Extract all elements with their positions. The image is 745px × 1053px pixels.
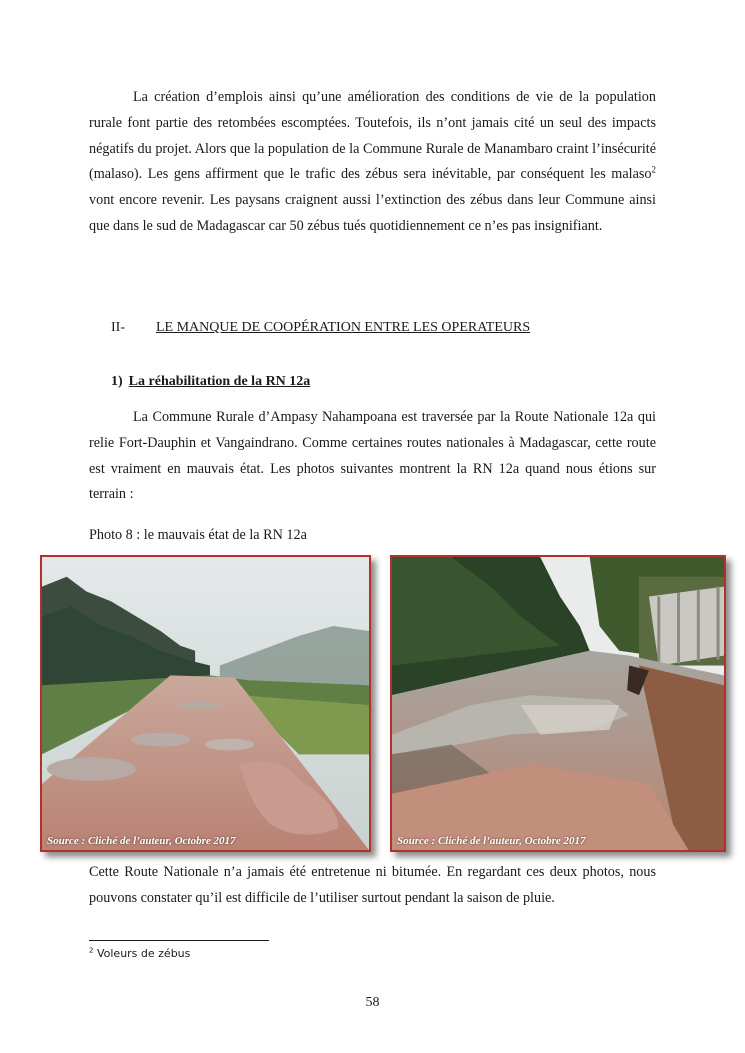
paragraph-intro-text-1: La création d’emplois ainsi qu’une amélioration des conditions de vie de la population rurale font partie des retombées escomptées. Toutefois, ils n’ont jamais cité un seul des impacts négatifs du projet. Alors que la population de la Commune Rurale de Manambaro craint l’insécurité (malaso). Les gens affirment que le trafic des zébus sera inévitable, par conséquent les malaso [89, 89, 656, 183]
footnote-separator [89, 940, 269, 941]
page-number: 58 [365, 995, 380, 1010]
footnote-number: 2 [89, 946, 94, 955]
paragraph-intro [89, 85, 656, 240]
footnote-text: Voleurs de zébus [93, 947, 191, 960]
section-number: II- [111, 320, 125, 335]
paragraph-rn12a: La Commune Rurale d’Ampasy Nahampoana est traversée par la Route Nationale 12a qui relie Fort-Dauphin et Vangaindrano. Comme certaines routes nationales à Madagascar, cette route est vraiment en mauvais état. Les photos suivantes montrent la RN 12a quand nous étions sur terrain : [89, 409, 656, 503]
section-heading [111, 318, 530, 338]
subsection-number: 1) [111, 374, 123, 389]
footnote-reference[interactable]: 2 [651, 164, 656, 175]
photo-road-foggy [40, 555, 371, 852]
photo-source-1: Source : Cliché de l’auteur, Octobre 2017 [47, 835, 236, 847]
photo-caption: Photo 8 : le mauvais état de la RN 12a [89, 527, 307, 543]
photo-road-forest-image [392, 557, 724, 850]
section-title: LE MANQUE DE COOPÉRATION ENTRE LES OPERATEURS [156, 320, 531, 335]
photo-source-2: Source : Cliché de l’auteur, Octobre 2017 [397, 835, 586, 847]
footnote [89, 946, 190, 962]
subsection-heading [111, 372, 310, 392]
photo-road-forest [390, 555, 726, 852]
photo-road-foggy-image [42, 557, 369, 850]
subsection-title: La réhabilitation de la RN 12a [128, 374, 311, 389]
paragraph-intro-text-2: vont encore revenir. Les paysans craignent aussi l’extinction des zébus dans leur Commune ainsi que dans le sud de Madagascar car 50 zébus tués quotidiennement ce n’es pas insignifiant. [89, 192, 656, 234]
paragraph-conclusion: Cette Route Nationale n’a jamais été entretenue ni bitumée. En regardant ces deux photos, nous pouvons constater qu’il est difficile de l’utiliser surtout pendant la saison de pluie. [89, 864, 656, 906]
